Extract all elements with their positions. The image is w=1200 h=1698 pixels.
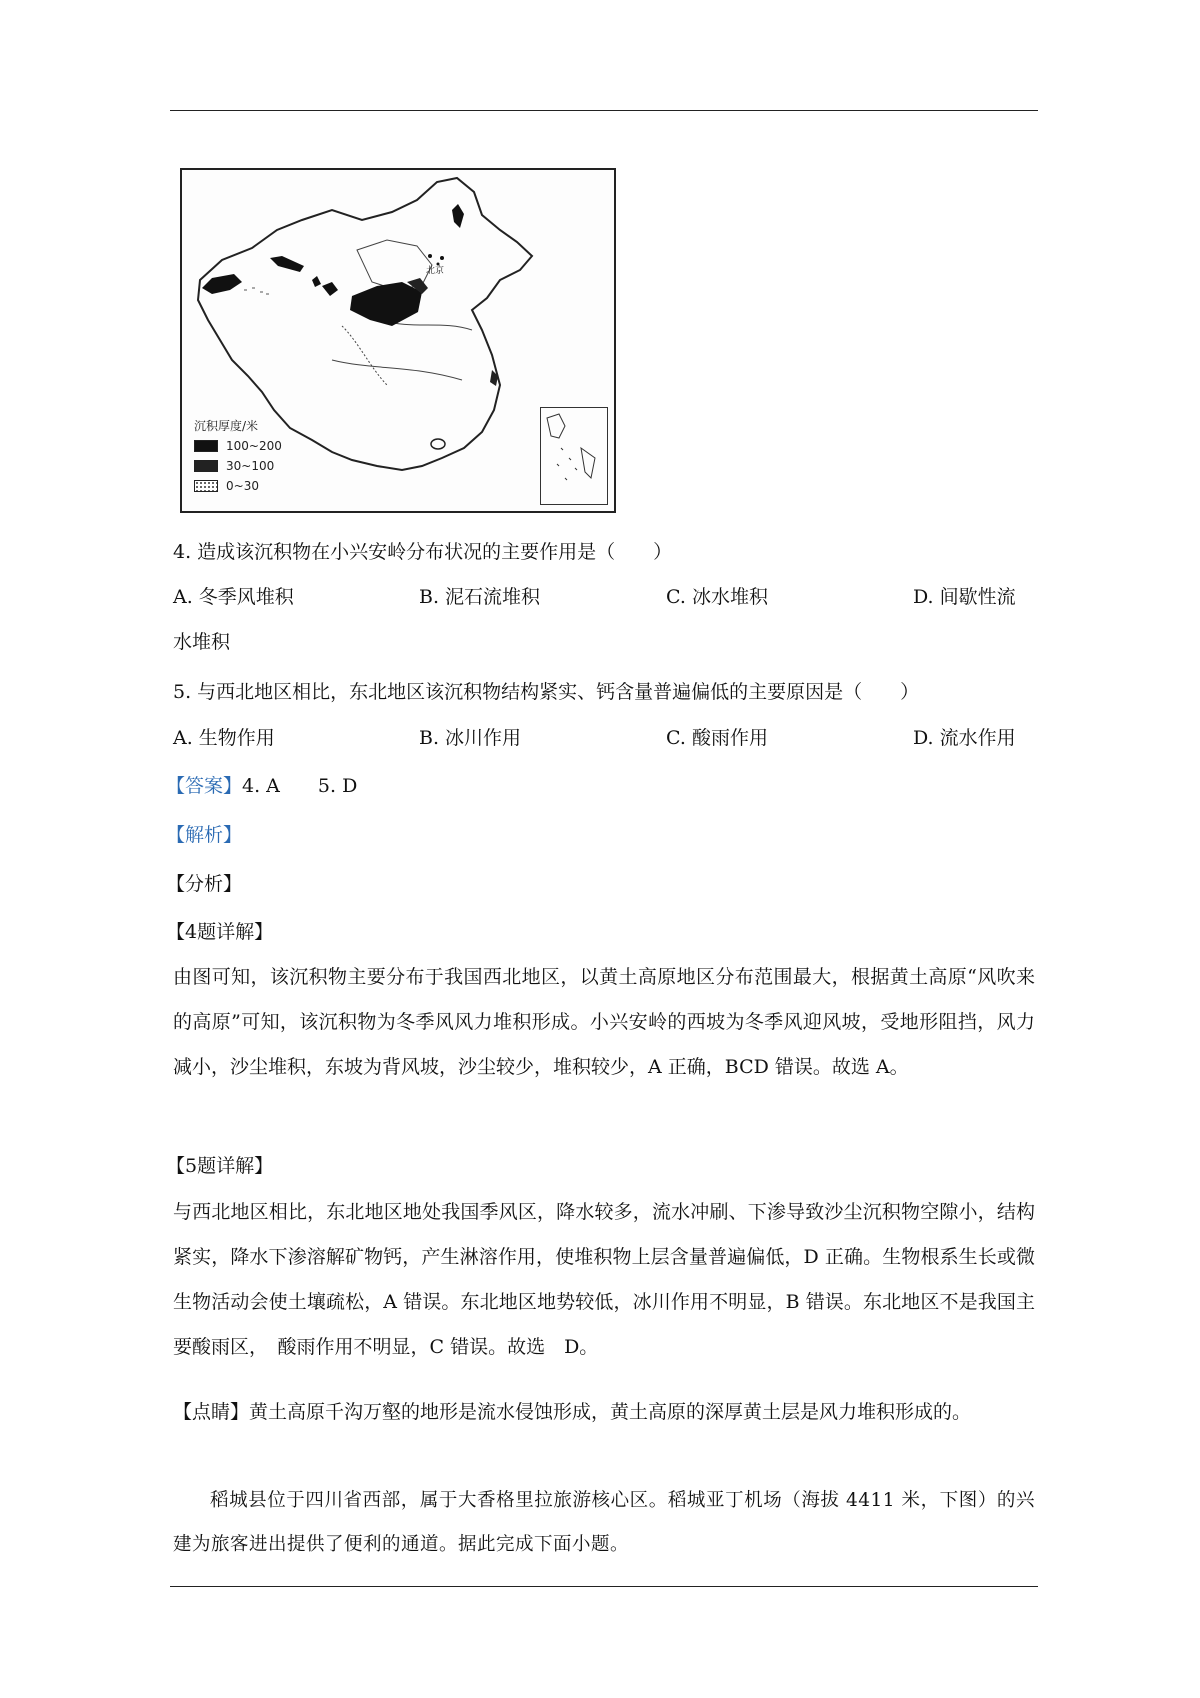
legend-label: 100~200 [226,439,282,453]
answer-line [166,773,357,799]
dianjing-body: 黄土高原千沟万壑的地形是流水侵蚀形成，黄土高原的深厚黄土层是风力堆积形成的。 [249,1401,972,1423]
legend-row [194,436,282,456]
header-rule [170,110,1038,111]
q4-detail-body: 由图可知，该沉积物主要分布于我国西北地区，以黄土高原地区分布范围最大，根据黄土高原“风吹来的高原”可知，该沉积物为冬季风风力堆积形成。小兴安岭的西坡为冬季风迎风坡，受地形阻挡，风力减小，沙尘堆积，东坡为背风坡，沙尘较少，堆积较少，A 正确，BCD 错误。故选 A。 [173,966,1035,1078]
legend-swatch [194,480,218,492]
china-sediment-map [180,168,616,513]
legend-title: 沉积厚度/米 [194,419,259,433]
dianjing-tag: 【点睛】 [173,1401,250,1423]
q4-detail-tag: 【4题详解】 [166,921,274,943]
option-a: A. 冬季风堆积 [173,586,294,608]
dianjing-paragraph [173,1390,1035,1435]
option-a: A. 生物作用 [173,727,275,749]
legend-label: 0~30 [226,479,259,493]
option-c: C. 酸雨作用 [666,727,768,749]
question-5-options [173,725,1033,751]
question-4-stem: 4. 造成该沉积物在小兴安岭分布状况的主要作用是（ ） [173,541,673,563]
legend-label: 30~100 [226,459,275,473]
option-d: D. 流水作用 [913,727,1016,749]
option-b: B. 泥石流堆积 [419,586,541,608]
option-d-continuation: 水堆积 [173,631,231,653]
map-legend [194,416,282,496]
question-5-stem: 5. 与西北地区相比，东北地区该沉积物结构紧实、钙含量普遍偏低的主要原因是（ ） [173,681,920,703]
option-c: C. 冰水堆积 [666,586,768,608]
legend-row [194,456,282,476]
sediment-patch-loess-plateau [350,282,422,326]
legend-swatch [194,460,218,472]
legend-swatch [194,440,218,452]
q5-detail-tag: 【5题详解】 [166,1155,274,1177]
option-d: D. 间歇性流 [913,586,1016,608]
sediment-patch-west [202,274,242,294]
answer-text: 4. A 5. D [242,775,358,797]
q5-detail-body: 与西北地区相比，东北地区地处我国季风区，降水较多，流水冲刷、下渗导致沙尘沉积物空隙小，结构紧实，降水下渗溶解矿物钙，产生淋溶作用，使堆积物上层含量普遍偏低，D 正确。生物根系生长或微生物活动会使土壤疏松，A 错误。东北地区地势较低，冰川作用不明显，B 错误。东北地区不是我国主要酸雨区， 酸雨作用不明显，C 错误。故选 D。 [173,1201,1035,1358]
option-b: B. 冰川作用 [419,727,522,749]
jiexi-tag: 【解析】 [166,824,243,846]
fenxi-tag: 【分析】 [166,873,243,895]
answer-tag: 【答案】 [166,775,243,797]
next-question-intro: 稻城县位于四川省西部，属于大香格里拉旅游核心区。稻城亚丁机场（海拔 4411 米，下图）的兴建为旅客进出提供了便利的通道。据此完成下面小题。 [173,1490,1035,1555]
capital-label: 北京 [426,266,445,276]
question-4-options [173,584,1033,610]
legend-row [194,476,282,496]
footer-rule [170,1586,1038,1587]
south-china-sea-inset [540,407,608,505]
